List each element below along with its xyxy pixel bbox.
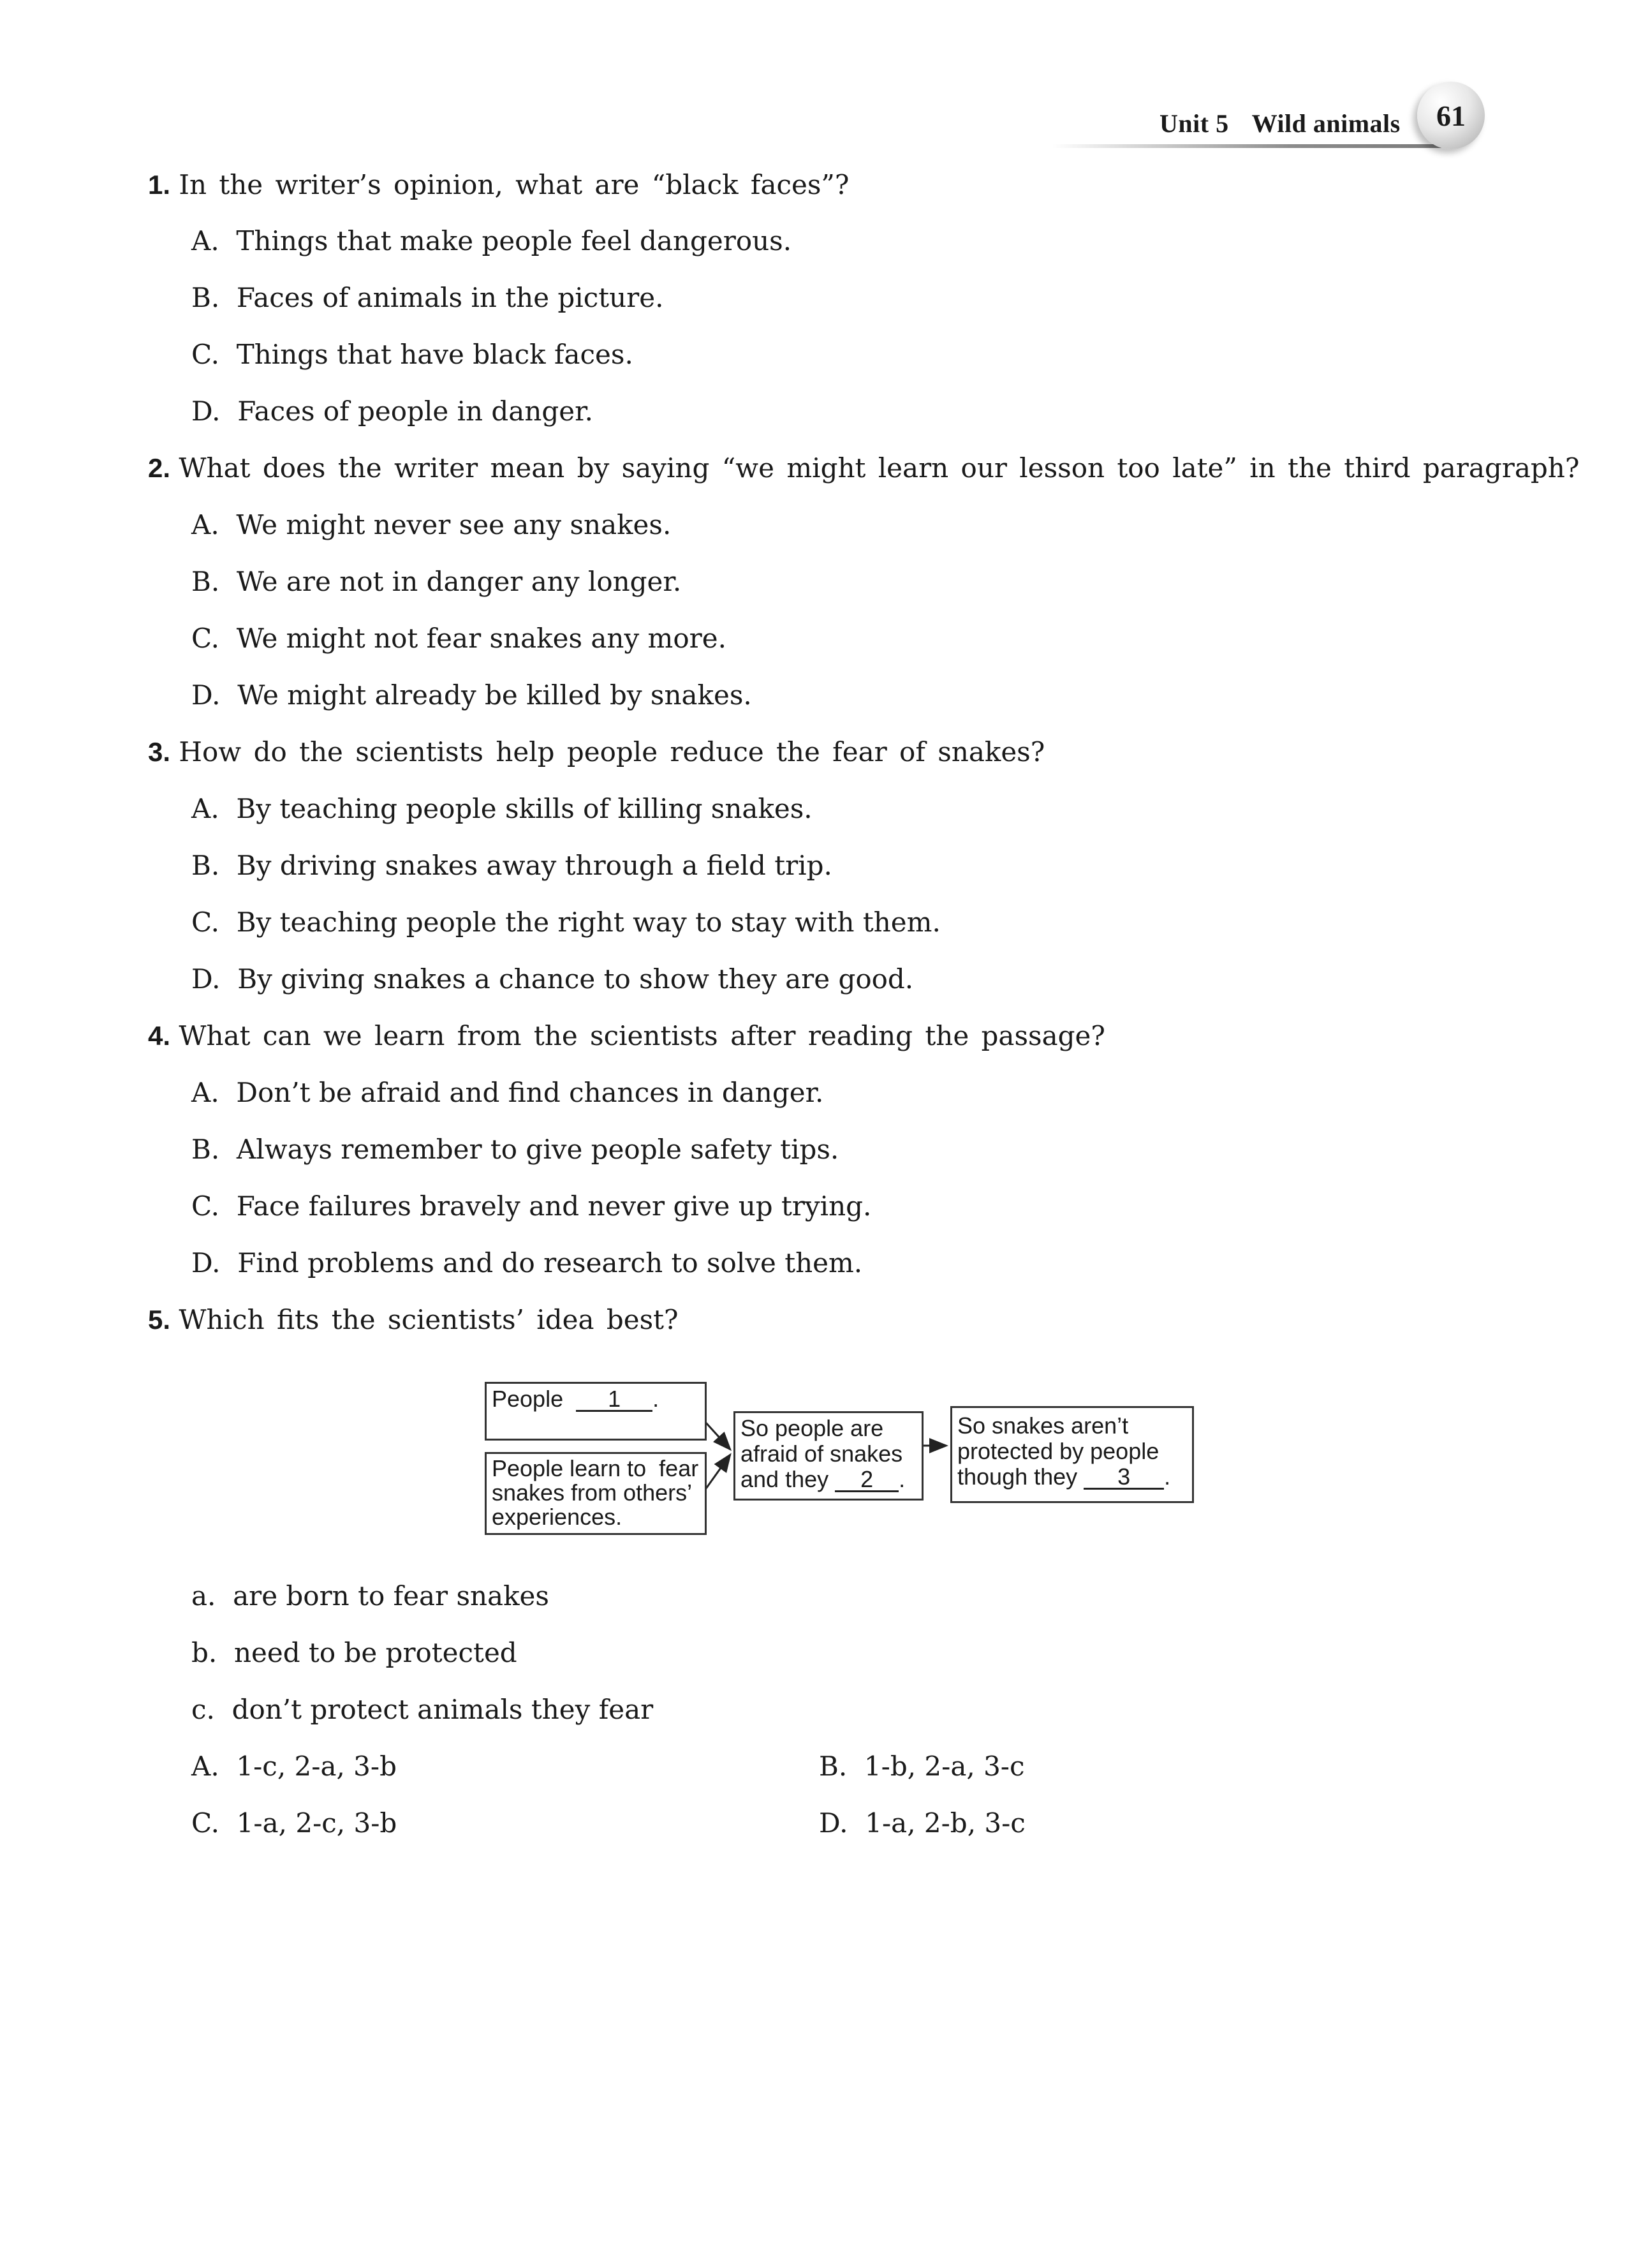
page-number-badge <box>1417 82 1485 149</box>
option-4c: C. Face failures bravely and never give up trying. <box>191 1190 872 1222</box>
running-header <box>1160 108 1401 138</box>
option-3c: C. By teaching people the right way to stay with them. <box>191 907 941 938</box>
option-1c: C. Things that have black faces. <box>191 339 633 370</box>
question-number: 3. <box>148 737 171 767</box>
option-5c: C. 1-a, 2-c, 3-b <box>191 1807 397 1839</box>
option-4a: A. Don’t be afraid and find chances in danger. <box>191 1077 824 1108</box>
diagram-box-1: People 1 . <box>485 1382 707 1441</box>
arrow-box2-to-box3 <box>705 1455 730 1490</box>
option-5a: A. 1-c, 2-a, 3-b <box>191 1751 397 1782</box>
option-2c: C. We might not fear snakes any more. <box>191 623 726 654</box>
arrow-box1-to-box3 <box>705 1421 730 1449</box>
question-number: 5. <box>148 1305 171 1335</box>
choice-b: b. need to be protected <box>191 1637 517 1668</box>
blank-3: 3 <box>1084 1466 1164 1490</box>
option-4d: D. Find problems and do research to solve them. <box>191 1247 863 1279</box>
question-text: What can we learn from the scientists after reading the passage? <box>179 1020 1105 1051</box>
question-1 <box>148 167 849 203</box>
question-number: 2. <box>148 453 171 483</box>
header-rule <box>1052 144 1448 148</box>
unit-label: Unit 5 <box>1160 109 1229 138</box>
unit-title: Wild animals <box>1251 109 1401 138</box>
question-2 <box>148 450 1579 486</box>
question-text: What does the writer mean by saying “we might learn our lesson too late” in the third paragraph? <box>179 452 1580 484</box>
question-4 <box>148 1018 1105 1054</box>
diagram-box-2: People learn to fear snakes from others’ experiences. <box>485 1452 707 1535</box>
question-text: Which fits the scientists’ idea best? <box>179 1304 679 1335</box>
option-2a: A. We might never see any snakes. <box>191 509 672 540</box>
question-3 <box>148 734 1045 770</box>
question-number: 4. <box>148 1021 171 1051</box>
choice-a: a. are born to fear snakes <box>191 1580 549 1612</box>
question-5 <box>148 1302 679 1338</box>
option-1b: B. Faces of animals in the picture. <box>191 282 664 313</box>
blank-2: 2 <box>835 1469 899 1492</box>
option-3b: B. By driving snakes away through a field trip. <box>191 850 832 881</box>
option-5b: B. 1-b, 2-a, 3-c <box>819 1751 1025 1782</box>
option-3d: D. By giving snakes a chance to show they are good. <box>191 963 914 995</box>
page-number: 61 <box>1436 99 1466 132</box>
option-1a: A. Things that make people feel dangerous. <box>191 225 792 256</box>
option-5d: D. 1-a, 2-b, 3-c <box>819 1807 1026 1839</box>
question-number: 1. <box>148 170 171 200</box>
choice-c: c. don’t protect animals they fear <box>191 1694 654 1725</box>
option-3a: A. By teaching people skills of killing snakes. <box>191 793 813 824</box>
diagram-box-3: So people are afraid of snakes and they 2 . <box>733 1411 924 1501</box>
question-text: How do the scientists help people reduce the fear of snakes? <box>179 736 1045 767</box>
option-4b: B. Always remember to give people safety tips. <box>191 1134 839 1165</box>
option-1d: D. Faces of people in danger. <box>191 396 593 427</box>
diagram-box-4: So snakes aren’t protected by people though they 3 . <box>950 1406 1194 1503</box>
option-2d: D. We might already be killed by snakes. <box>191 679 752 711</box>
option-2b: B. We are not in danger any longer. <box>191 566 682 597</box>
question-text: In the writer’s opinion, what are “black faces”? <box>179 169 850 200</box>
flow-diagram <box>485 1382 1186 1535</box>
blank-1: 1 <box>576 1388 652 1412</box>
